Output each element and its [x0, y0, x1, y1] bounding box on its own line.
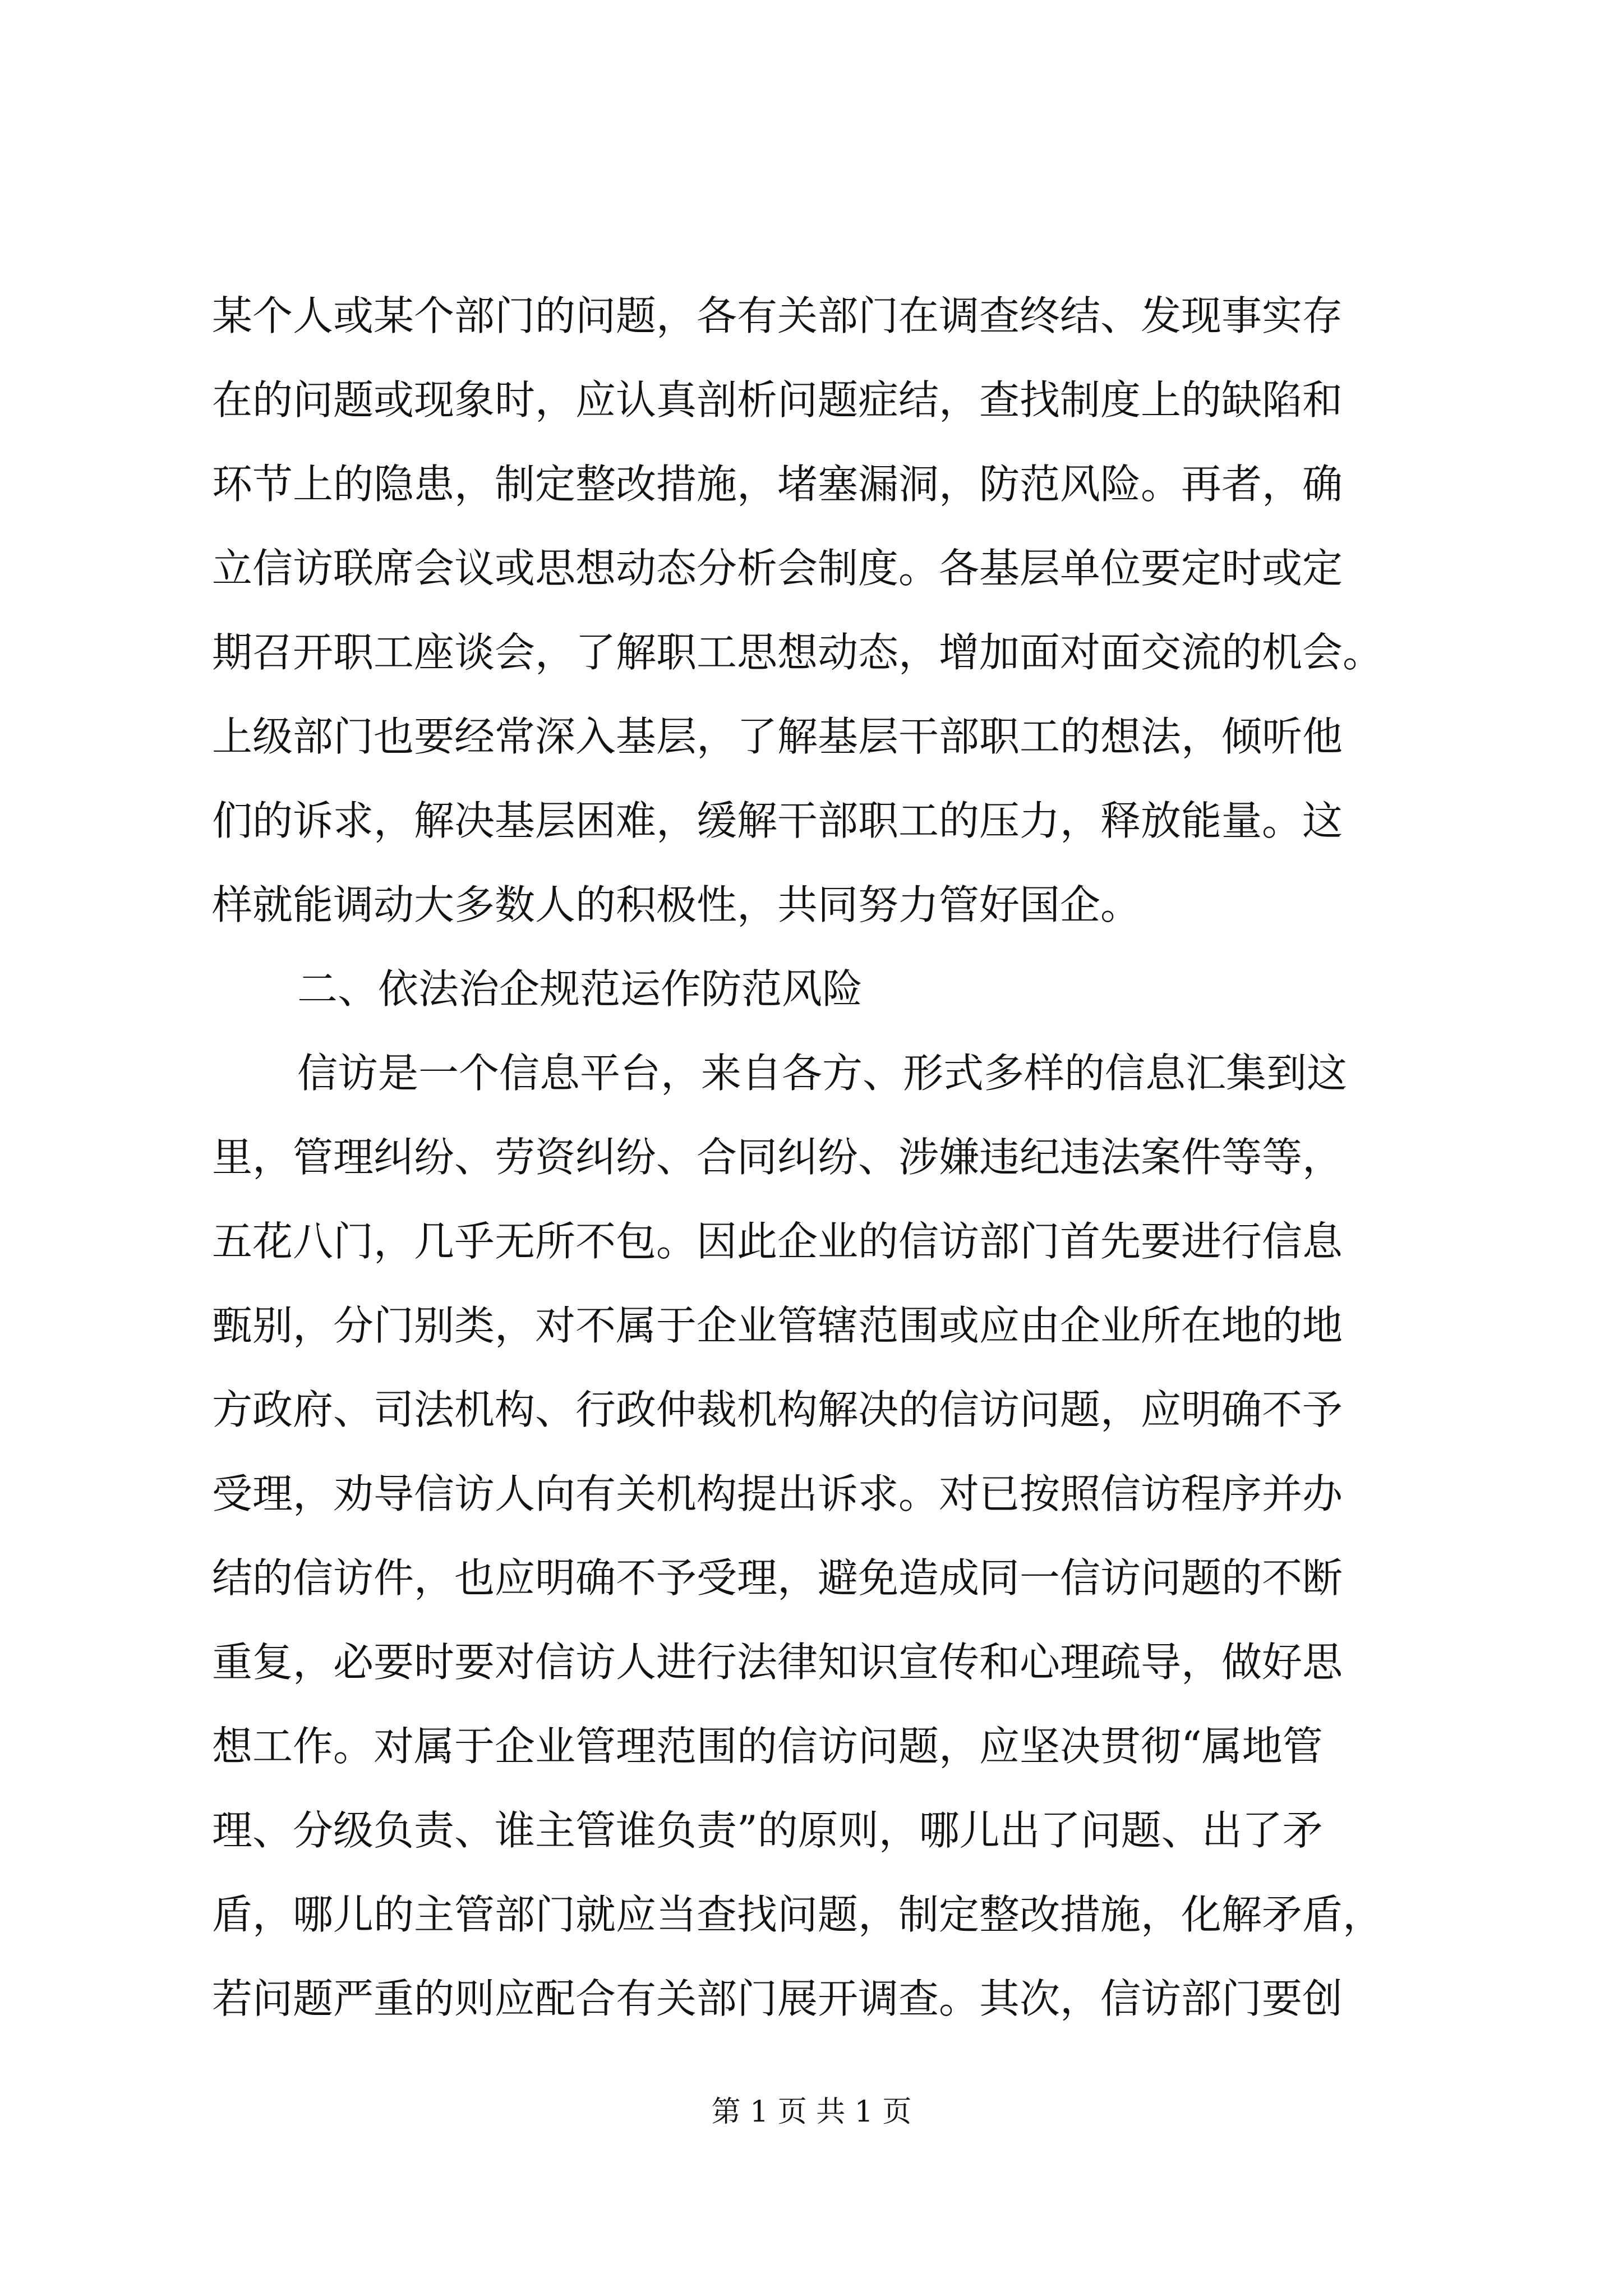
body-text-line-4: 立信访联席会议或思想动态分析会制度。各基层单位要定时或定 [212, 545, 1343, 592]
paragraph-first-line: 信访是一个信息平台，来自各方、形式多样的信息汇集到这 [297, 1050, 1348, 1097]
page-footer: 第 1 页 共 1 页 [711, 2095, 912, 2129]
body-text-line-11: 里，管理纠纷、劳资纠纷、合同纠纷、涉嫌违纪违法案件等等， [212, 1134, 1343, 1181]
body-text-line-17: 重复，必要时要对信访人进行法律知识宣传和心理疏导，做好思 [212, 1639, 1343, 1686]
body-text-line-2: 在的问题或现象时，应认真剖析问题症结，查找制度上的缺陷和 [212, 376, 1343, 424]
body-text-line-12: 五花八门，几乎无所不包。因此企业的信访部门首先要进行信息 [212, 1218, 1343, 1265]
body-text-line-8: 样就能调动大多数人的积极性，共同努力管好国企。 [212, 881, 1141, 928]
section-heading: 二、依法治企规范运作防范风险 [297, 965, 863, 1013]
body-text-line-1: 某个人或某个部门的问题，各有关部门在调查终结、发现事实存 [212, 292, 1343, 339]
body-text-line-3: 环节上的隐患，制定整改措施，堵塞漏洞，防范风险。再者，确 [212, 461, 1343, 508]
body-text-line-19: 理、分级负责、谁主管谁负责”的原则，哪儿出了问题、出了矛 [212, 1807, 1323, 1854]
body-text-line-6: 上级部门也要经常深入基层，了解基层干部职工的想法，倾听他 [212, 713, 1343, 760]
body-text-line-7: 们的诉求，解决基层困难，缓解干部职工的压力，释放能量。这 [212, 797, 1343, 844]
body-text-line-14: 方政府、司法机构、行政仲裁机构解决的信访问题，应明确不予 [212, 1386, 1343, 1433]
body-text-line-5: 期召开职工座谈会，了解职工思想动态，增加面对面交流的机会。 [212, 629, 1384, 676]
body-text-line-15: 受理，劝导信访人向有关机构提出诉求。对已按照信访程序并办 [212, 1470, 1343, 1517]
body-text-line-16: 结的信访件，也应明确不予受理，避免造成同一信访问题的不断 [212, 1554, 1343, 1602]
body-text-line-20: 盾，哪儿的主管部门就应当查找问题，制定整改措施，化解矛盾， [212, 1891, 1384, 1938]
body-text-line-13: 甄别，分门别类，对不属于企业管辖范围或应由企业所在地的地 [212, 1302, 1343, 1349]
body-text-line-21: 若问题严重的则应配合有关部门展开调查。其次，信访部门要创 [212, 1975, 1343, 2022]
body-text-line-18: 想工作。对属于企业管理范围的信访问题，应坚决贯彻“属地管 [212, 1723, 1323, 1770]
